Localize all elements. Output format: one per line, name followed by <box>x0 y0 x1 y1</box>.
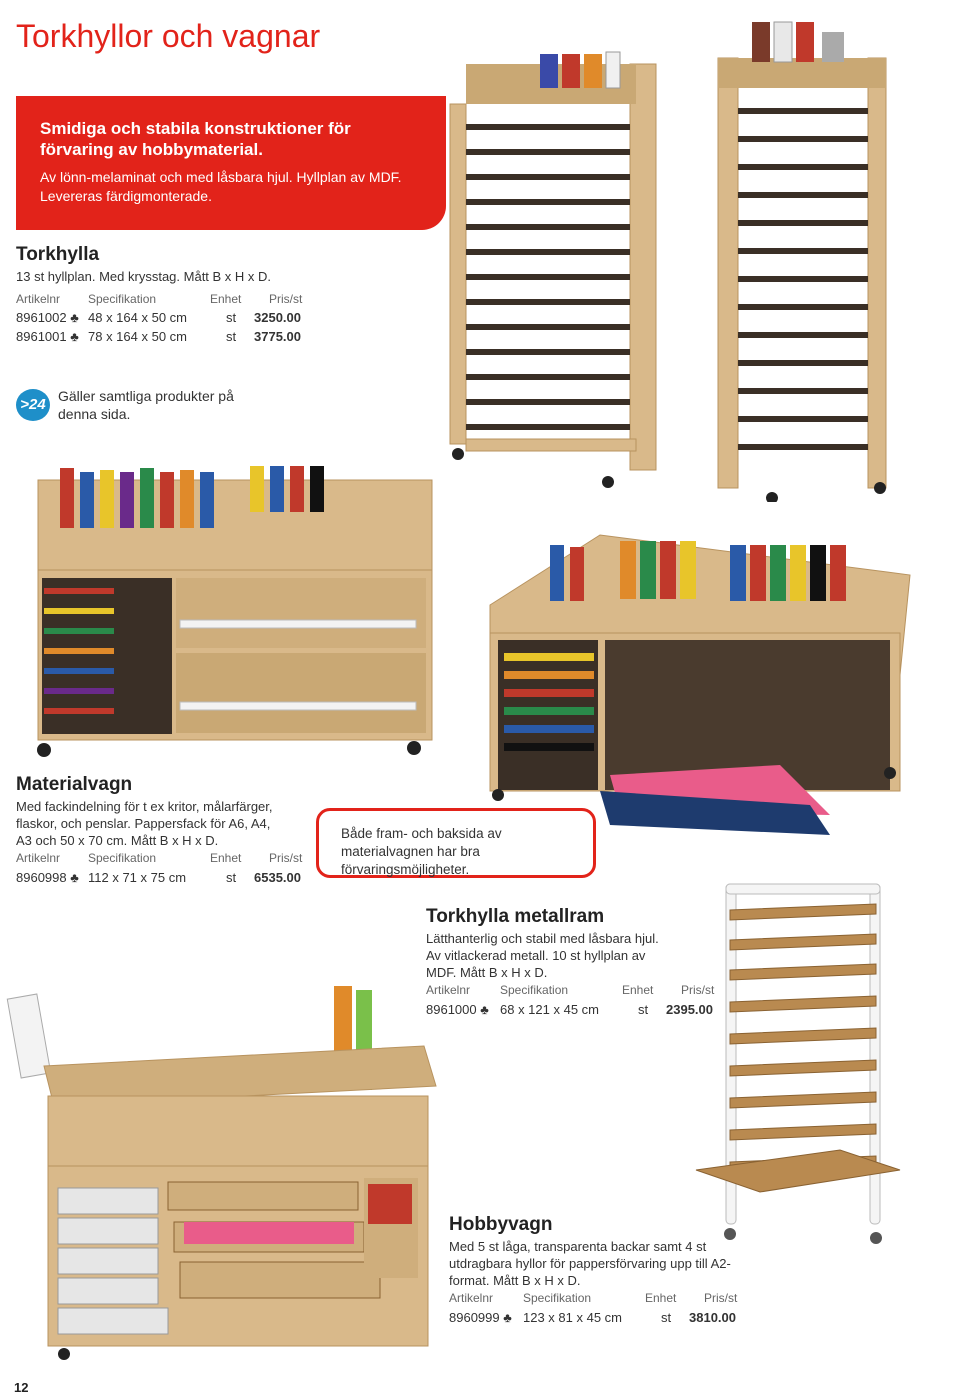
row-unit: st <box>638 1002 649 1017</box>
page-number: 12 <box>14 1380 29 1395</box>
materialvagn-desc: Med fackindelning för t ex kritor, målarfärger, flaskor, och penslar. Pappersfack för A6, A4, A3 och 50 x 70 cm. Mått B x H x D. <box>16 799 273 848</box>
row-spec: 48 x 164 x 50 cm <box>88 310 187 325</box>
header-enhet: Enhet <box>210 851 242 865</box>
row-art: 8961002 ♣ <box>16 310 79 325</box>
metal-rack-image <box>690 880 930 1245</box>
row-art: 8961000 ♣ <box>426 1002 489 1017</box>
age-note-text: Gäller samtliga produkter på denna sida. <box>58 388 234 422</box>
torkhylla-price-table <box>16 290 316 350</box>
row-price: 6535.00 <box>254 870 301 885</box>
drying-rack-image-2 <box>712 18 892 502</box>
header-specifikation: Specifikation <box>523 1291 592 1305</box>
header-artikelnr: Artikelnr <box>16 292 61 306</box>
metallram-title: Torkhylla metallram <box>426 906 605 927</box>
header-pris: Pris/st <box>704 1291 738 1305</box>
row-art: 8961001 ♣ <box>16 329 79 344</box>
row-unit: st <box>226 329 237 344</box>
age-badge: >24 <box>16 389 50 421</box>
row-price: 3810.00 <box>689 1310 736 1325</box>
row-unit: st <box>226 310 237 325</box>
row-unit: st <box>226 870 237 885</box>
header-enhet: Enhet <box>622 983 654 997</box>
page-title: Torkhyllor och vagnar <box>16 18 321 54</box>
metallram-price-table <box>426 981 726 1023</box>
row-spec: 78 x 164 x 50 cm <box>88 329 187 344</box>
row-spec: 112 x 71 x 75 cm <box>88 870 187 885</box>
header-artikelnr: Artikelnr <box>449 1291 494 1305</box>
materialvagn-title: Materialvagn <box>16 774 133 795</box>
row-price: 3250.00 <box>254 310 301 325</box>
row-art: 8960999 ♣ <box>449 1310 512 1325</box>
materialvagn-front-image <box>30 458 440 760</box>
intro-banner <box>16 96 446 230</box>
hobbyvagn-image <box>4 966 444 1366</box>
callout-text: Både fram- och baksida av materialvagnen har bra förvaringsmöjligheter. <box>341 826 502 877</box>
header-pris: Pris/st <box>269 292 303 306</box>
drying-rack-image-1 <box>440 44 670 490</box>
torkhylla-title: Torkhylla <box>16 244 100 265</box>
header-specifikation: Specifikation <box>500 983 569 997</box>
header-enhet: Enhet <box>210 292 242 306</box>
header-pris: Pris/st <box>681 983 715 997</box>
header-artikelnr: Artikelnr <box>16 851 61 865</box>
torkhylla-desc: 13 st hyllplan. Med krysstag. Mått B x H x D. <box>16 269 272 284</box>
hobbyvagn-desc: Med 5 st låga, transparenta backar samt 4 st utdragbara hyllor för pappersförvaring upp till A2-format. Mått B x H x D. <box>449 1239 731 1288</box>
row-art: 8960998 ♣ <box>16 870 79 885</box>
header-pris: Pris/st <box>269 851 303 865</box>
row-price: 2395.00 <box>666 1002 713 1017</box>
metallram-desc: Lätthanterlig och stabil med låsbara hjul. Av vitlackerad metall. 10 st hyllplan av MDF. Mått B x H x D. <box>426 931 659 980</box>
row-spec: 123 x 81 x 45 cm <box>523 1310 622 1325</box>
header-specifikation: Specifikation <box>88 292 157 306</box>
header-specifikation: Specifikation <box>88 851 157 865</box>
materialvagn-price-table <box>16 849 316 891</box>
banner-headline: Smidiga och stabila konstruktioner för förvaring av hobbymaterial. <box>40 119 351 159</box>
header-enhet: Enhet <box>645 1291 677 1305</box>
row-price: 3775.00 <box>254 329 301 344</box>
hobbyvagn-title: Hobbyvagn <box>449 1214 553 1235</box>
row-unit: st <box>661 1310 672 1325</box>
hobbyvagn-price-table <box>449 1289 749 1331</box>
banner-text: Av lönn-melaminat och med låsbara hjul. Hyllplan av MDF. Levereras färdigmonterade. <box>40 169 402 204</box>
row-spec: 68 x 121 x 45 cm <box>500 1002 599 1017</box>
callout-box <box>316 808 596 878</box>
header-artikelnr: Artikelnr <box>426 983 471 997</box>
